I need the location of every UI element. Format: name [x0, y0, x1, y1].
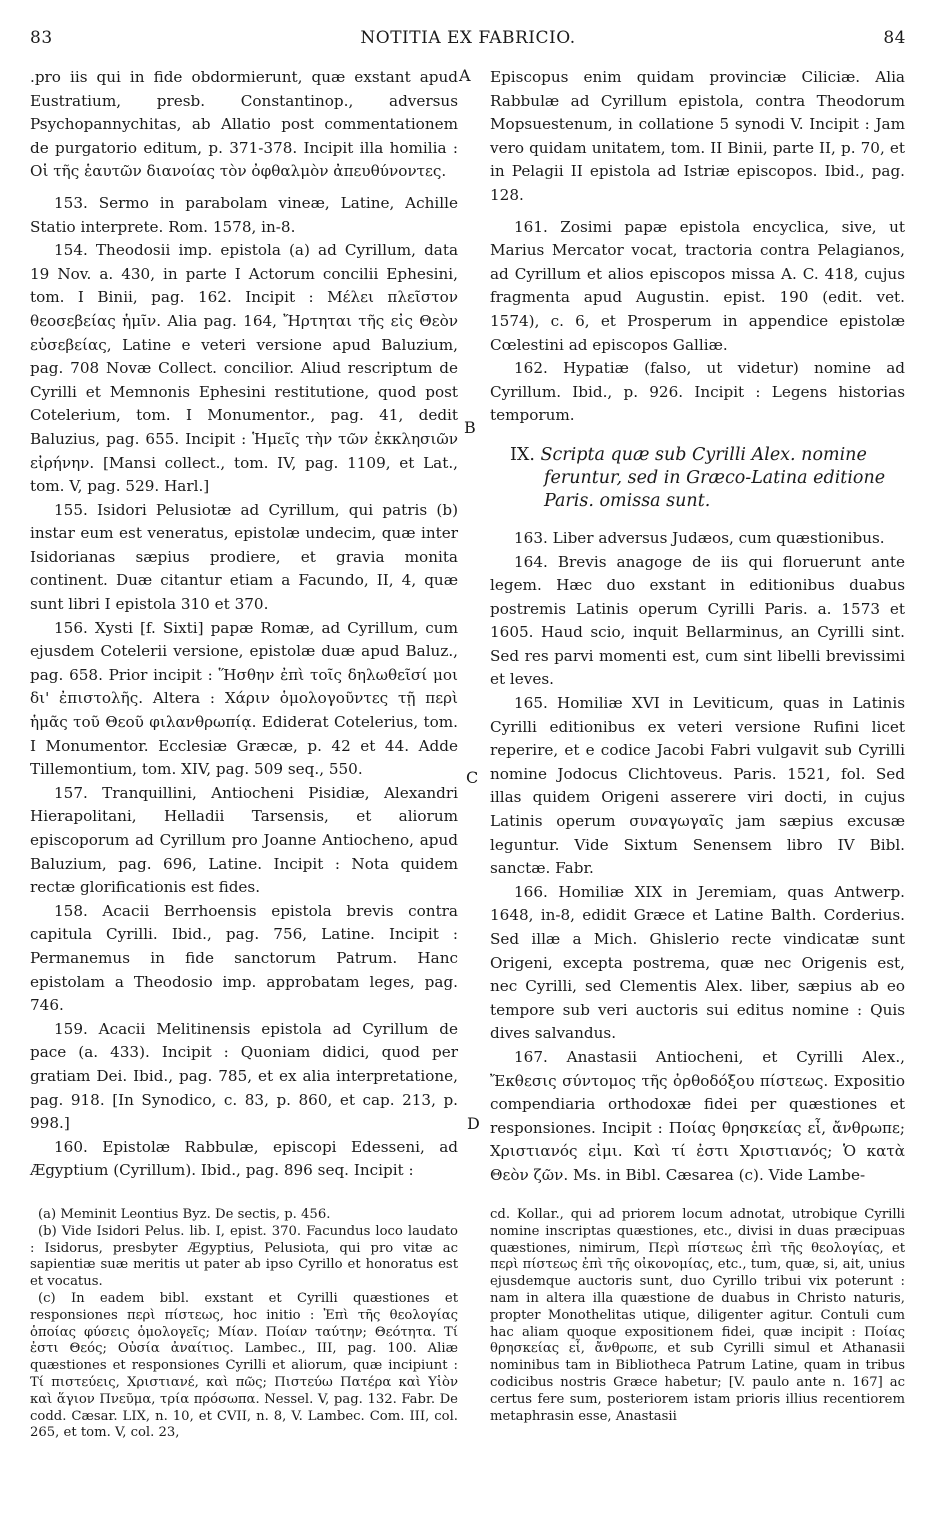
entry-163: 163. Liber adversus Judæos, cum quæstionibus.	[514, 528, 885, 547]
margin-letter-d: D	[467, 1114, 480, 1133]
footnote-b: (b) Vide Isidori Pelus. lib. I, epist. 370. Facundus loco laudato : Isidorus, presbyter Ægyptius, Pelusiota, qui pro vitæ ac sapientiæ suæ meritis ut pater ab ipso Cyrillo et honoratus est et vocatus.	[30, 1223, 458, 1290]
left-column	[30, 66, 458, 1183]
entry-162: 162. Hypatiæ (falso, ut videtur) nomine ad Cyrillum. Ibid., p. 926. Incipit : Legens historias temporum.	[490, 359, 905, 425]
footnote-c: (c) In eadem bibl. exstant et Cyrilli quæstiones et responsiones περὶ πίστεως, hoc initio : Ἐπὶ τῆς θεολογίας ὁποίας φύσεις ὁμολογεῖς; Μίαν. Ποίαν ταύτην; Θεότητα. Τί ἐστι Θεός; Οὐσία ἀναίτιος. Lambec., III, pag. 100. Aliæ quæstiones et responsiones Cyrilli et aliorum, quæ incipiunt : Τί πιστεύεις, Χριστιανέ, καὶ πῶς; Πιστεύω Πατέρα καὶ Υἱὸν καὶ ἅγιον Πνεῦμα, τρία πρόσωπα. Nessel. V, pag. 132. Fabr. De codd. Cæsar. LIX, n. 10, et CVII, n. 8, V. Lambec. Com. III, col. 265, et tom. V, col. 23,	[30, 1290, 458, 1441]
entry-164: 164. Brevis anagoge de iis qui floruerunt ante legem. Hæc duo exstant in editionibus duabus postremis Latinis operum Cyrilli Paris. a. 1573 et 1605. Haud scio, inquit Bellarminus, an Cyrilli sint. Sed res parvi momenti est, cum sint libelli brevissimi et leves.	[490, 552, 905, 689]
entry-154: 154. Theodosii imp. epistola (a) ad Cyrillum, data 19 Nov. a. 430, in parte I Actorum concilii Ephesini, tom. I Binii, pag. 162. Incipit : Μέλει πλεῖστον θεοσεβείας ἡμῖν. Alia pag. 164, Ἤρτηται τῆς εἰς Θεὸν εὐσεβείας, Latine e veteri versione apud Baluzium, pag. 708 Novæ Collect. concilior. Aliud rescriptum de Cyrilli et Memnonis Ephesini restitutione, quod post Cotelerium, tom. I Monumentor., pag. 41, dedit Baluzius, pag. 655. Incipit : Ἡμεῖς τὴν τῶν ἐκκλησιῶν εἰρήνην. [Mansi collect., tom. IV, pag. 1109, et Lat., tom. V, pag. 529. Harl.]	[30, 241, 458, 496]
entry-156: 156. Xysti [f. Sixti] papæ Romæ, ad Cyrillum, cum ejusdem Cotelerii versione, epistolæ duæ apud Baluz., pag. 658. Prior incipit : Ἥσθην ἐπὶ τοῖς δηλωθεῖσί μοι δι' ἐπιστολῆς. Altera : Χάριν ὁμολογοῦντες τῇ περὶ ἡμᾶς τοῦ Θεοῦ φιλανθρωπίᾳ. Ediderat Cotelerius, tom. I Monumentor. Ecclesiæ Græcæ, p. 42 et 44. Adde Tillemontium, tom. XIV, pag. 509 seq., 550.	[30, 618, 458, 779]
right-footnote-continuation	[490, 1207, 905, 1425]
margin-letter-a: A	[459, 66, 471, 85]
entry-166: 166. Homiliæ XIX in Jeremiam, quas Antwerp. 1648, in-8, edidit Græce et Latine Balth. Corderius. Sed illæ a Mich. Ghislerio recte vindicatæ sunt Origeni, excepta postrema, quæ nec Origenis est, nec Cyrilli, sed Clementis Alex. liber, sæpius ab eo tempore sub veri auctoris sui editus nomine : Quis dives salvandus.	[490, 882, 905, 1043]
entry-155: 155. Isidori Pelusiotæ ad Cyrillum, qui patris (b) instar eum est veneratus, epistolæ undecim, quæ inter Isidorianas sæpius prodiere, et gravia monita continent. Duæ citantur etiam a Facundo, II, 4, quæ sunt libri I epistola 310 et 370.	[30, 500, 458, 614]
section-numeral: IX.	[510, 444, 535, 465]
section-title: Scripta quæ sub Cyrilli Alex. nomine feruntur, sed in Græco-Latina editione Paris. omissa sunt.	[540, 444, 886, 511]
entry-161: 161. Zosimi papæ epistola encyclica, sive, ut Marius Mercator vocat, tractoria contra Pelagianos, ad Cyrillum et alios episcopos missa A. C. 418, cujus fragmenta apud Augustin. epist. 190 (edit. vet. 1574), c. 6, et Prosperum in appendice epistolæ Cœlestini ad episcopos Galliæ.	[490, 217, 905, 354]
entry-160-continued: Episcopus enim quidam provinciæ Ciliciæ. Alia Rabbulæ ad Cyrillum epistola, contra Theodorum Mopsuestenum, in collatione 5 synodi V. Incipit : Jam vero quidam unitatem, tom. II Binii, parte II, p. 70, et in Pelagii II epistola ad Istriæ episcopos. Ibid., pag. 128.	[490, 68, 905, 204]
right-column	[490, 66, 905, 1188]
margin-letter-b: B	[464, 418, 476, 437]
entry-157: 157. Tranquillini, Antiocheni Pisidiæ, Alexandri Hierapolitani, Helladii Tarsensis, et aliorum episcoporum ad Cyrillum pro Joanne Antiocheno, apud Baluzium, pag. 696, Latine. Incipit : Nota quidem rectæ glorificationis est fides.	[30, 783, 458, 897]
entry-158: 158. Acacii Berrhoensis epistola brevis contra capitula Cyrilli. Ibid., pag. 756, Latine. Incipit : Permanemus in fide sanctorum Patrum. Hanc epistolam a Theodosio imp. approbatam leges, pag. 746.	[30, 901, 458, 1015]
running-title: NOTITIA EX FABRICIO.	[360, 28, 576, 48]
section-heading	[490, 444, 905, 513]
page-number-left: 83	[30, 28, 53, 48]
page-header	[30, 28, 906, 56]
entry-160: 160. Epistolæ Rabbulæ, episcopi Edesseni, ad Ægyptium (Cyrillum). Ibid., pag. 896 seq. Incipit :	[30, 1137, 458, 1180]
entry-167: 167. Anastasii Antiocheni, et Cyrilli Alex., Ἔκθεσις σύντομος τῆς ὀρθοδόξου πίστεως. Expositio compendiaria orthodoxæ fidei per quæstiones et responsiones. Incipit : Ποίας θρησκείας εἶ, ἄνθρωπε; Χριστιανός εἰμι. Καὶ τί ἐστι Χριστιανός; Ὁ κατὰ Θεὸν ζῶν. Ms. in Bibl. Cæsarea (c). Vide Lambe-	[490, 1047, 905, 1184]
footnote-c-continued: cd. Kollar., qui ad priorem locum adnotat, utrobique Cyrilli nomine inscriptas quæstiones, etc., divisi in duas præcipuas quæstiones, nimirum, Περὶ πίστεως ἐπὶ τῆς θεολογίας, et περὶ πίστεως ἐπὶ τῆς οἰκονομίας, etc., tum, quæ, si, ait, unius ejusdemque auctoris sunt, duo Cyrillo tribui vix poterunt : nam in altera illa quæstione de duabus in Christo naturis, propter Monothelitas utique, diligenter agitur. Contuli cum hac aliam quoque expositionem fidei, quæ incipit : Ποίας θρησκείας εἶ, ἄνθρωπε, et sub Cyrilli simul et Athanasii nominibus tam in Bibliotheca Patrum Latine, quam in tribus codicibus nostris Græce habetur; [V. paulo ante n. 167] ac certus fere sum, posteriorem istam prioris illius recentiorem metaphrasin esse, Anastasii	[490, 1207, 905, 1424]
left-footnotes	[30, 1207, 458, 1442]
entry-152-continued: .pro iis qui in fide obdormierunt, quæ exstant apud Eustratium, presb. Constantinop., adversus Psychopannychitas, ab Allatio post commentationem de purgatorio editum, p. 371-378. Incipit illa homilia : Οἱ τῆς ἑαυτῶν διανοίας τὸν ὀφθαλμὸν ἀπευθύνοντες.	[30, 68, 458, 181]
page-number-right: 84	[883, 28, 906, 48]
entry-153: 153. Sermo in parabolam vineæ, Latine, Achille Statio interprete. Rom. 1578, in-8.	[30, 193, 458, 236]
footnote-a: (a) Meminit Leontius Byz. De sectis, p. 456.	[38, 1207, 331, 1222]
entry-165: 165. Homiliæ XVI in Leviticum, quas in Latinis Cyrilli editionibus ex veteri versione Rufini licet reperire, et e codice Jacobi Fabri vulgavit sub Cyrilli nomine Jodocus Clichtoveus. Paris. 1521, fol. Sed illas quidem Origeni asserere viri docti, in cujus Latinis operum συναγωγαῖς jam sæpius excusæ leguntur. Vide Sixtum Senensem libro IV Bibl. sanctæ. Fabr.	[490, 694, 905, 878]
entry-159: 159. Acacii Melitinensis epistola ad Cyrillum de pace (a. 433). Incipit : Quoniam didici, quod per gratiam Dei. Ibid., pag. 785, et ex alia interpretatione, pag. 918. [In Synodico, c. 83, p. 860, et cap. 213, p. 998.]	[30, 1019, 458, 1133]
margin-letter-c: C	[466, 768, 479, 787]
